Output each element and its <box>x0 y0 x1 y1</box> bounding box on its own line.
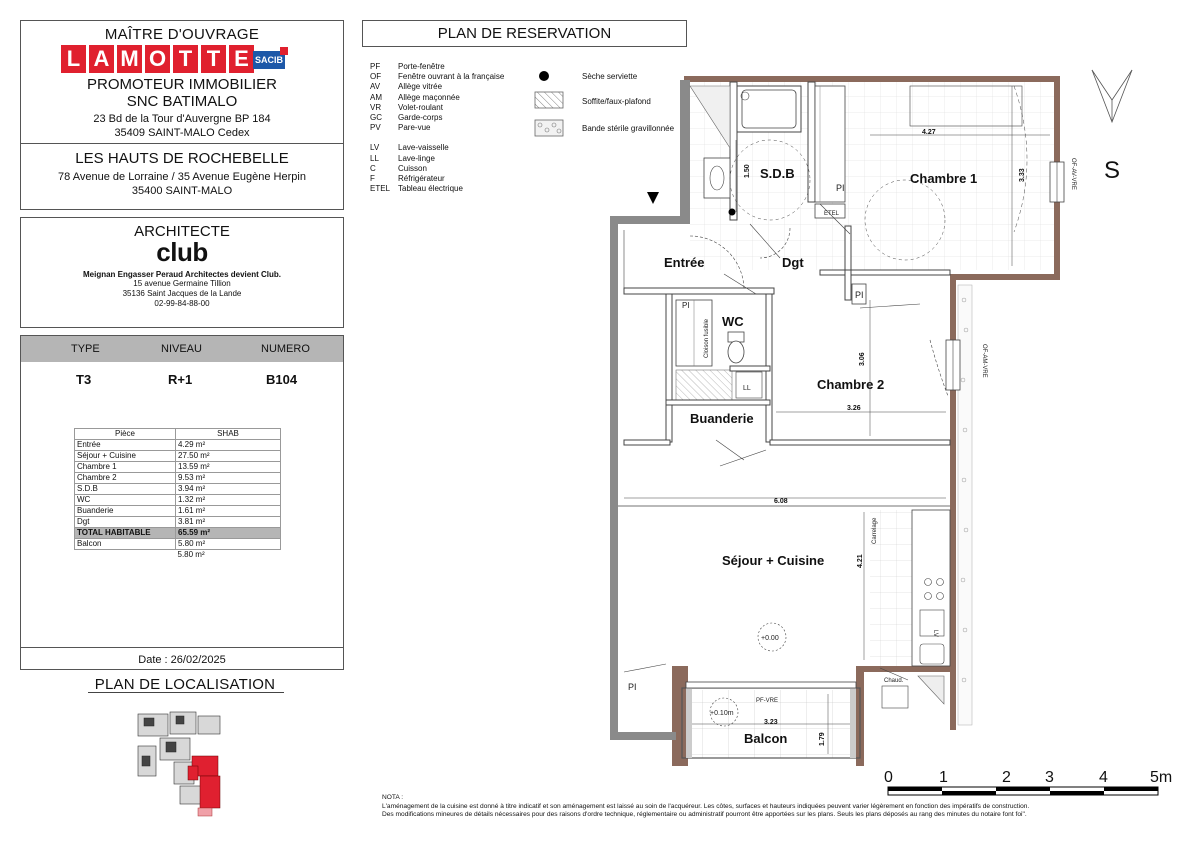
unit-type: T3 <box>76 372 92 387</box>
legend-symbols <box>534 68 578 144</box>
pi-label: PI <box>628 682 637 692</box>
project-address1: 78 Avenue de Lorraine / 35 Avenue Eugène Herpin <box>58 171 306 183</box>
architect-address2: 35136 Saint Jacques de la Lande <box>122 289 242 298</box>
unit-number: B104 <box>266 372 298 387</box>
logo-plus-mark <box>280 47 288 55</box>
rooms-header-area: SHAB <box>176 429 281 440</box>
room-area: 9.53 m² <box>176 473 281 484</box>
location-title: PLAN DE LOCALISATION <box>94 676 276 693</box>
room-label-entree: Entrée <box>664 255 705 270</box>
orientation-arrow-icon <box>1092 70 1132 122</box>
logo-letter: O <box>145 45 170 73</box>
architect-title: ARCHITECTE <box>134 223 230 240</box>
room-area: 1.32 m² <box>176 495 281 506</box>
room-area: 1.61 m² <box>176 506 281 517</box>
scale-label: 4 <box>1099 769 1108 786</box>
owner-line2: SNC BATIMALO <box>126 93 238 110</box>
room-name: Séjour + Cuisine <box>75 451 176 462</box>
project-name: LES HAUTS DE ROCHEBELLE <box>75 150 289 167</box>
owner-title: MAÎTRE D'OUVRAGE <box>104 26 260 43</box>
dim-c2-height: 3.06 <box>859 352 866 366</box>
room-label-chambre2: Chambre 2 <box>817 377 885 392</box>
plan-date: Date : 26/02/2025 <box>138 654 226 666</box>
towel-dryer-icon <box>729 209 736 216</box>
table-row <box>75 517 281 528</box>
table-row <box>75 495 281 506</box>
room-label-dgt: Dgt <box>782 255 804 270</box>
room-name: Chambre 2 <box>75 473 176 484</box>
rooms-header-room: Pièce <box>75 429 176 440</box>
dim-balcon-width: 3.23 <box>764 719 778 726</box>
balcony-row <box>75 539 281 550</box>
legend-meaning: Lave-vaisselle <box>398 143 449 153</box>
scale-label: 0 <box>884 769 893 786</box>
total-row <box>75 528 281 539</box>
dim-c1-width: 4.27 <box>922 129 936 136</box>
unit-header-number: NUMERO <box>261 343 310 355</box>
entrance-arrow-icon <box>647 192 659 204</box>
lv-label: LV <box>932 630 938 637</box>
nota-title: NOTA : <box>382 794 404 801</box>
unit-header-type: TYPE <box>71 343 100 355</box>
date-divider <box>21 647 343 648</box>
room-name: Buanderie <box>75 506 176 517</box>
legend-meaning: Allège vitrée <box>398 82 443 92</box>
dim-c1-height: 3.33 <box>1019 168 1026 182</box>
scale-label: 2 <box>1002 769 1011 786</box>
room-name: Chambre 1 <box>75 462 176 473</box>
legend-meaning: Pare-vue <box>398 123 431 133</box>
dim-sejour-width: 6.08 <box>774 498 788 505</box>
gravel-band-icon <box>535 120 563 136</box>
soffit-hatch-icon <box>535 92 563 108</box>
nota-block <box>382 794 1142 820</box>
table-row <box>75 440 281 451</box>
scale-label: 3 <box>1045 769 1054 786</box>
unit-panel <box>20 335 344 670</box>
table-row <box>75 484 281 495</box>
legend-code: PF <box>370 62 381 71</box>
legend-code: F <box>370 174 375 184</box>
owner-address1: 23 Bd de la Tour d'Auvergne BP 184 <box>93 113 271 125</box>
legend-code: PV <box>370 123 381 133</box>
legend-abbr-meanings <box>398 62 504 194</box>
table-row <box>75 451 281 462</box>
legend-gravel-label: Bande stérile gravillonnée <box>582 124 675 133</box>
room-area: 3.81 m² <box>176 517 281 528</box>
table-row <box>75 462 281 473</box>
carrelage-label: Carrelage <box>872 517 878 544</box>
total-label: TOTAL HABITABLE <box>75 528 176 539</box>
room-area: 13.59 m² <box>176 462 281 473</box>
legend-meaning: Tableau électrique <box>398 184 463 194</box>
lamotte-logo <box>61 45 285 75</box>
balcony-level-label: +0.10m <box>710 710 734 717</box>
legend-code: LV <box>370 143 380 153</box>
total-area: 65.59 m² <box>176 528 281 539</box>
legend-code: AM <box>370 92 382 102</box>
location-title-underline <box>88 692 284 693</box>
logo-letter: E <box>229 45 254 73</box>
room-name: Dgt <box>75 517 176 528</box>
architect-panel <box>20 217 344 328</box>
etel-label: ETEL <box>824 211 840 217</box>
legend-code: OF <box>370 72 382 82</box>
sacib-badge: SACIB <box>253 51 285 69</box>
unit-level: R+1 <box>168 372 193 387</box>
floor-plan <box>600 60 1200 772</box>
room-name: Entrée <box>75 440 176 451</box>
scale-label: 1 <box>939 769 948 786</box>
orientation-label: S <box>1104 157 1121 184</box>
legend-code: C <box>370 163 376 173</box>
logo-letter: A <box>89 45 114 73</box>
owner-panel <box>20 20 344 144</box>
architect-phone: 02-99-84-88-00 <box>154 299 210 308</box>
room-area: 4.29 m² <box>176 440 281 451</box>
room-label-sdb: S.D.B <box>760 166 795 181</box>
cloison-label: Cloison fusible <box>704 318 710 358</box>
table-row <box>75 506 281 517</box>
room-label-chambre1: Chambre 1 <box>910 171 978 186</box>
room-name: S.D.B <box>75 484 176 495</box>
project-panel <box>20 144 344 210</box>
legend-meaning: Réfrigérateur <box>398 174 445 184</box>
room-label-balcon: Balcon <box>744 731 788 746</box>
legend-meaning: Allège maçonnée <box>398 92 460 102</box>
legend-spacer <box>370 133 390 143</box>
logo-letter: L <box>61 45 86 73</box>
owner-lines <box>21 76 343 110</box>
room-name: WC <box>75 495 176 506</box>
room-area: 3.94 m² <box>176 484 281 495</box>
room-label-buanderie: Buanderie <box>690 411 754 426</box>
legend-code: LL <box>370 153 379 163</box>
legend-spacer <box>398 133 504 143</box>
room-area: 27.50 m² <box>176 451 281 462</box>
unit-header-level: NIVEAU <box>161 343 202 355</box>
architect-note: Meignan Engasser Peraud Architectes devient Club. <box>83 270 281 279</box>
scale-label: 5m <box>1150 769 1173 786</box>
nota-line2: Des modifications mineures de détails nécessaires pour des raisons d'ordre technique, réglementaire ou administratif pourront être apportées sur les plans. Seuls les plans déposés au rang des minutes du notaire font foi". <box>382 811 1027 818</box>
owner-line1: PROMOTEUR IMMOBILIER <box>86 76 277 93</box>
room-label-sejour: Séjour + Cuisine <box>722 553 825 568</box>
legend-code: ETEL <box>370 184 391 194</box>
legend-code: VR <box>370 102 382 112</box>
legend-meaning: Fenêtre ouvrant à la française <box>398 72 505 82</box>
location-map <box>130 706 250 820</box>
architect-address1: 15 avenue Germaine Tillion <box>133 279 231 288</box>
dim-balcon-height: 1.79 <box>819 732 826 746</box>
legend-meaning: Lave-linge <box>398 153 435 163</box>
balcony-label: Balcon <box>75 539 176 550</box>
legend-meaning: Volet-roulant <box>398 102 443 112</box>
balcony-total-area: 5.80 m² <box>177 550 205 559</box>
plan-title: PLAN DE RESERVATION <box>362 20 687 47</box>
legend-meaning: Porte-fenêtre <box>398 62 445 71</box>
rooms-table <box>74 428 281 560</box>
pi-label: PI <box>682 301 690 310</box>
club-logo: club <box>156 237 208 267</box>
pf-vre-label: PF-VRE <box>756 698 779 704</box>
room-label-wc: WC <box>722 314 744 329</box>
logo-letter: M <box>117 45 142 73</box>
legend-towel-label: Sèche serviette <box>582 72 638 81</box>
empty-cell <box>75 550 176 561</box>
legend-code: GC <box>370 113 382 123</box>
logo-letter: T <box>173 45 198 73</box>
ll-label: LL <box>743 385 751 392</box>
dim-sdb-height: 1.50 <box>744 164 751 178</box>
owner-address2: 35409 SAINT-MALO Cedex <box>114 127 250 139</box>
legend-code: AV <box>370 82 381 92</box>
logo-letter: T <box>201 45 226 73</box>
legend-meaning: Cuisson <box>398 163 427 173</box>
project-address <box>21 170 343 198</box>
owner-address <box>21 112 343 140</box>
balcony-total-row <box>75 550 281 561</box>
pi-label: PI <box>836 183 845 193</box>
nota-line1: L'aménagement de la cuisine est donné à titre indicatif et son aménagement est laissé au soin de l'acquéreur. Les côtes, surfaces et hauteurs indiquées peuvent varier légèrement en fonction des impératifs de construction. <box>382 802 1030 810</box>
towel-dryer-icon <box>539 71 549 81</box>
table-row <box>75 473 281 484</box>
dim-sejour-height: 4.21 <box>857 554 864 568</box>
legend-soffit-label: Soffite/faux-plafond <box>582 97 651 106</box>
window-label-c1: OF-AV-VRE <box>1070 158 1076 190</box>
project-address2: 35400 SAINT-MALO <box>131 185 233 197</box>
legend-meaning: Garde-corps <box>398 113 443 123</box>
dim-c2-width: 3.26 <box>847 405 861 412</box>
level-label: +0.00 <box>761 635 779 642</box>
chaud-label: Chaud. <box>884 678 904 684</box>
pi-label: PI <box>855 290 864 300</box>
balcony-area: 5.80 m² <box>176 539 281 550</box>
window-label-c2: OF-AM-VRE <box>981 344 987 378</box>
legend-abbr-codes <box>370 62 390 194</box>
